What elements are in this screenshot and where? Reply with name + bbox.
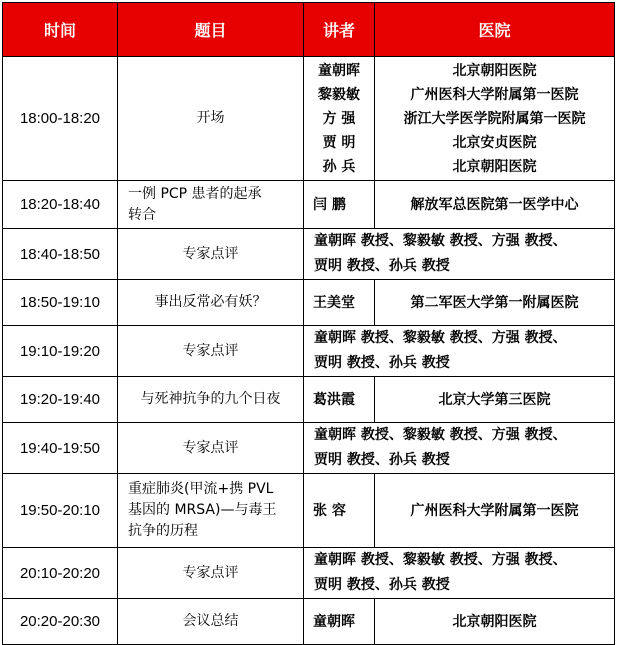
hospital-name: 北京朝阳医院 bbox=[452, 158, 537, 175]
table-row bbox=[3, 423, 615, 474]
row-time: 19:20-19:40 bbox=[3, 377, 118, 423]
row-time: 19:40-19:50 bbox=[3, 423, 118, 474]
row-speaker: 张 容 bbox=[304, 474, 375, 548]
experts-line: 贾明 教授、孙兵 教授 bbox=[314, 355, 450, 371]
row-topic: 专家点评 bbox=[118, 326, 304, 377]
table-row bbox=[3, 229, 615, 280]
header-topic: 题目 bbox=[118, 3, 304, 57]
hospital-name: 浙江大学医学院附属第一医院 bbox=[403, 110, 586, 127]
row-topic: 开场 bbox=[118, 57, 304, 181]
experts-line: 贾明 教授、孙兵 教授 bbox=[314, 577, 450, 593]
schedule-wrapper bbox=[2, 2, 615, 645]
table-row bbox=[3, 326, 615, 377]
row-topic: 专家点评 bbox=[118, 548, 304, 599]
row-topic: 事出反常必有妖？ bbox=[118, 280, 304, 326]
header-hospital: 医院 bbox=[375, 3, 615, 57]
experts-line: 童朝晖 教授、黎毅敏 教授、方强 教授、 bbox=[314, 233, 567, 249]
row-time: 19:50-20:10 bbox=[3, 474, 118, 548]
row-time: 20:20-20:30 bbox=[3, 599, 118, 645]
table-row bbox=[3, 474, 615, 548]
row-speaker: 童朝晖 bbox=[304, 599, 375, 645]
table-row bbox=[3, 280, 615, 326]
topic-line: 基因的 MRSA)—与毒王 bbox=[128, 502, 277, 518]
hospital-name: 北京安贞医院 bbox=[452, 134, 537, 151]
row-time: 19:10-19:20 bbox=[3, 326, 118, 377]
row-topic bbox=[118, 474, 304, 548]
table-row bbox=[3, 181, 615, 229]
row-speaker: 葛洪霞 bbox=[304, 377, 375, 423]
table-row bbox=[3, 599, 615, 645]
hospital-name: 广州医科大学附属第一医院 bbox=[410, 86, 579, 103]
row-hospitals bbox=[375, 57, 615, 181]
speaker-name: 孙 兵 bbox=[322, 158, 356, 175]
table-row bbox=[3, 548, 615, 599]
row-experts bbox=[304, 423, 615, 474]
speaker-name: 童朝晖 bbox=[318, 62, 360, 79]
speaker-name: 贾 明 bbox=[322, 134, 356, 151]
row-speakers bbox=[304, 57, 375, 181]
experts-line: 贾明 教授、孙兵 教授 bbox=[314, 258, 450, 274]
row-topic: 与死神抗争的九个日夜 bbox=[118, 377, 304, 423]
row-speaker: 王美堂 bbox=[304, 280, 375, 326]
row-time: 18:00-18:20 bbox=[3, 57, 118, 181]
row-topic: 专家点评 bbox=[118, 423, 304, 474]
table-row bbox=[3, 377, 615, 423]
topic-line: 抗争的历程 bbox=[128, 523, 198, 539]
row-time: 18:20-18:40 bbox=[3, 181, 118, 229]
row-topic: 会议总结 bbox=[118, 599, 304, 645]
table-row bbox=[3, 57, 615, 181]
hospital-name: 北京朝阳医院 bbox=[452, 62, 537, 79]
topic-line: 重症肺炎(甲流+携 PVL bbox=[128, 481, 274, 497]
schedule-table bbox=[2, 2, 615, 645]
row-experts bbox=[304, 548, 615, 599]
header-row bbox=[3, 3, 615, 57]
row-hospital: 北京大学第三医院 bbox=[375, 377, 615, 423]
experts-line: 贾明 教授、孙兵 教授 bbox=[314, 452, 450, 468]
row-time: 18:50-19:10 bbox=[3, 280, 118, 326]
row-experts bbox=[304, 326, 615, 377]
row-hospital: 北京朝阳医院 bbox=[375, 599, 615, 645]
topic-line: 一例 PCP 患者的起承 bbox=[128, 185, 262, 202]
row-experts bbox=[304, 229, 615, 280]
row-hospital: 第二军医大学第一附属医院 bbox=[375, 280, 615, 326]
row-time: 18:40-18:50 bbox=[3, 229, 118, 280]
row-hospital: 广州医科大学附属第一医院 bbox=[375, 474, 615, 548]
row-topic bbox=[118, 181, 304, 229]
row-hospital: 解放军总医院第一医学中心 bbox=[375, 181, 615, 229]
experts-line: 童朝晖 教授、黎毅敏 教授、方强 教授、 bbox=[314, 552, 567, 568]
header-speaker: 讲者 bbox=[304, 3, 375, 57]
speaker-name: 方 强 bbox=[322, 110, 356, 127]
experts-line: 童朝晖 教授、黎毅敏 教授、方强 教授、 bbox=[314, 427, 567, 443]
topic-line: 转合 bbox=[128, 206, 156, 223]
row-topic: 专家点评 bbox=[118, 229, 304, 280]
experts-line: 童朝晖 教授、黎毅敏 教授、方强 教授、 bbox=[314, 330, 567, 346]
row-time: 20:10-20:20 bbox=[3, 548, 118, 599]
speaker-name: 黎毅敏 bbox=[318, 86, 360, 103]
header-time: 时间 bbox=[3, 3, 118, 57]
row-speaker: 闫 鹏 bbox=[304, 181, 375, 229]
